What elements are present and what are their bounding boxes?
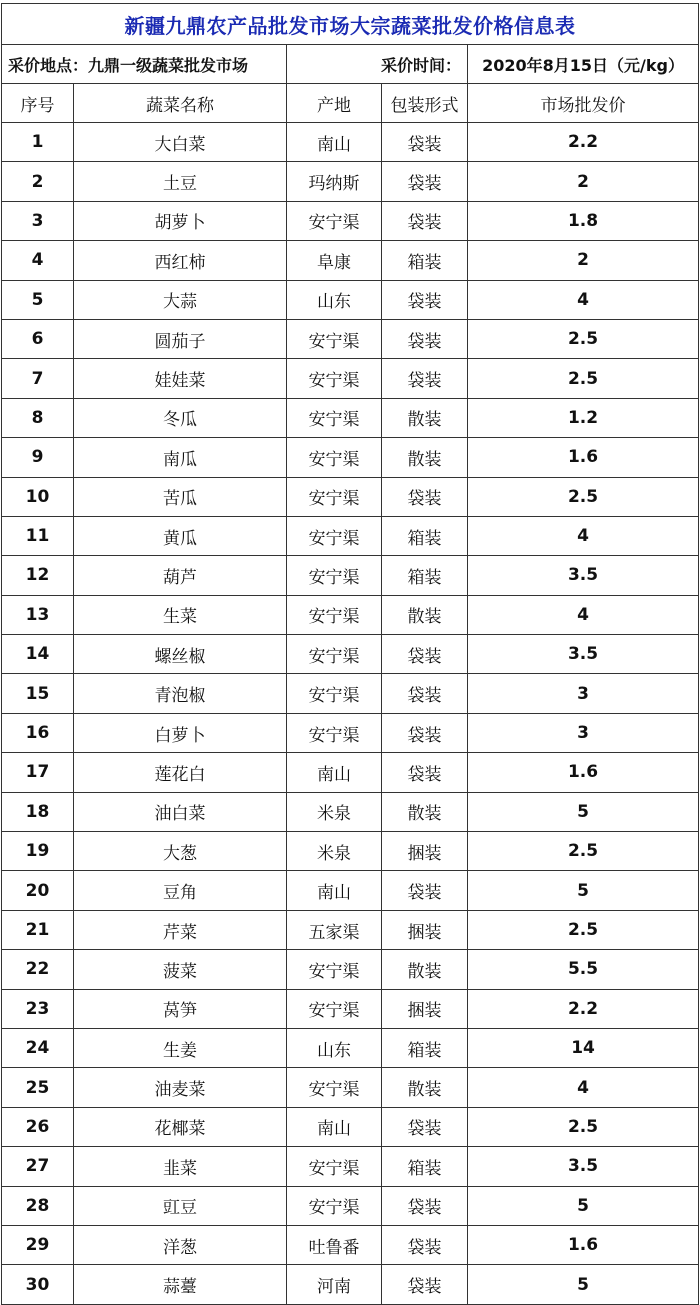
info-row (2, 45, 699, 84)
row-price: 1.2 (468, 398, 699, 437)
row-name: 青泡椒 (74, 674, 287, 713)
row-name: 油白菜 (74, 792, 287, 831)
row-origin: 安宁渠 (287, 359, 382, 398)
table-row (2, 438, 699, 477)
header-index: 序号 (2, 84, 74, 123)
row-index: 24 (2, 1028, 74, 1067)
row-name: 莴笋 (74, 989, 287, 1028)
row-index: 15 (2, 674, 74, 713)
table-row (2, 713, 699, 752)
row-origin: 安宁渠 (287, 1186, 382, 1225)
row-price: 4 (468, 516, 699, 555)
row-origin: 安宁渠 (287, 950, 382, 989)
row-price: 2.2 (468, 123, 699, 162)
row-price: 5 (468, 792, 699, 831)
row-name: 大白菜 (74, 123, 287, 162)
row-price: 3 (468, 713, 699, 752)
row-name: 螺丝椒 (74, 635, 287, 674)
row-origin: 安宁渠 (287, 319, 382, 358)
row-price: 2.5 (468, 832, 699, 871)
row-origin: 南山 (287, 1107, 382, 1146)
row-name: 生菜 (74, 595, 287, 634)
table-row (2, 1107, 699, 1146)
row-name: 花椰菜 (74, 1107, 287, 1146)
row-index: 2 (2, 162, 74, 201)
row-name: 油麦菜 (74, 1068, 287, 1107)
row-index: 5 (2, 280, 74, 319)
row-index: 30 (2, 1265, 74, 1304)
row-name: 葫芦 (74, 556, 287, 595)
row-index: 6 (2, 319, 74, 358)
row-name: 土豆 (74, 162, 287, 201)
row-origin: 安宁渠 (287, 556, 382, 595)
row-packaging: 袋装 (382, 359, 468, 398)
row-packaging: 捆装 (382, 989, 468, 1028)
row-origin: 南山 (287, 871, 382, 910)
row-name: 韭菜 (74, 1147, 287, 1186)
row-price: 1.6 (468, 1225, 699, 1264)
row-name: 圆茄子 (74, 319, 287, 358)
row-index: 14 (2, 635, 74, 674)
row-price: 3.5 (468, 635, 699, 674)
price-table (1, 3, 699, 1305)
table-row (2, 1028, 699, 1067)
row-packaging: 袋装 (382, 123, 468, 162)
row-index: 7 (2, 359, 74, 398)
row-origin: 南山 (287, 123, 382, 162)
row-packaging: 袋装 (382, 753, 468, 792)
table-row (2, 950, 699, 989)
location-cell (2, 45, 287, 84)
table-row (2, 398, 699, 437)
row-origin: 安宁渠 (287, 438, 382, 477)
row-index: 22 (2, 950, 74, 989)
row-name: 苦瓜 (74, 477, 287, 516)
row-price: 2 (468, 241, 699, 280)
row-packaging: 袋装 (382, 319, 468, 358)
row-packaging: 散装 (382, 438, 468, 477)
table-row (2, 359, 699, 398)
row-index: 25 (2, 1068, 74, 1107)
row-price: 4 (468, 595, 699, 634)
row-origin: 玛纳斯 (287, 162, 382, 201)
row-origin: 安宁渠 (287, 477, 382, 516)
row-packaging: 袋装 (382, 674, 468, 713)
table-row (2, 1147, 699, 1186)
row-origin: 吐鲁番 (287, 1225, 382, 1264)
row-origin: 米泉 (287, 832, 382, 871)
row-price: 2.5 (468, 319, 699, 358)
row-index: 9 (2, 438, 74, 477)
row-price: 3 (468, 674, 699, 713)
table-row (2, 241, 699, 280)
row-origin: 阜康 (287, 241, 382, 280)
row-index: 23 (2, 989, 74, 1028)
row-origin: 安宁渠 (287, 1147, 382, 1186)
row-origin: 安宁渠 (287, 635, 382, 674)
price-sheet (1, 3, 698, 1305)
row-index: 4 (2, 241, 74, 280)
row-origin: 安宁渠 (287, 713, 382, 752)
header-origin: 产地 (287, 84, 382, 123)
row-packaging: 箱装 (382, 516, 468, 555)
row-packaging: 捆装 (382, 832, 468, 871)
row-name: 胡萝卜 (74, 201, 287, 240)
row-price: 1.6 (468, 753, 699, 792)
table-title: 新疆九鼎农产品批发市场大宗蔬菜批发价格信息表 (2, 4, 699, 45)
row-packaging: 袋装 (382, 1186, 468, 1225)
row-price: 2 (468, 162, 699, 201)
row-index: 20 (2, 871, 74, 910)
row-name: 黄瓜 (74, 516, 287, 555)
row-index: 3 (2, 201, 74, 240)
table-row (2, 910, 699, 949)
row-origin: 安宁渠 (287, 1068, 382, 1107)
row-packaging: 箱装 (382, 556, 468, 595)
row-name: 洋葱 (74, 1225, 287, 1264)
table-row (2, 989, 699, 1028)
location-label: 采价地点： (8, 55, 89, 75)
table-row (2, 1068, 699, 1107)
table-row (2, 319, 699, 358)
row-packaging: 袋装 (382, 280, 468, 319)
row-packaging: 袋装 (382, 635, 468, 674)
row-index: 18 (2, 792, 74, 831)
row-name: 菠菜 (74, 950, 287, 989)
time-value: 2020年8月15日（元/kg） (468, 45, 699, 84)
time-label: 采价时间： (287, 45, 468, 84)
row-price: 2.2 (468, 989, 699, 1028)
row-index: 12 (2, 556, 74, 595)
row-price: 1.6 (468, 438, 699, 477)
row-price: 4 (468, 1068, 699, 1107)
row-price: 4 (468, 280, 699, 319)
row-packaging: 散装 (382, 398, 468, 437)
row-price: 2.5 (468, 359, 699, 398)
table-row (2, 516, 699, 555)
row-packaging: 袋装 (382, 713, 468, 752)
row-origin: 山东 (287, 280, 382, 319)
row-index: 26 (2, 1107, 74, 1146)
row-packaging: 袋装 (382, 162, 468, 201)
header-row (2, 84, 699, 123)
row-price: 2.5 (468, 477, 699, 516)
row-name: 豇豆 (74, 1186, 287, 1225)
row-packaging: 袋装 (382, 201, 468, 240)
row-origin: 河南 (287, 1265, 382, 1304)
row-packaging: 散装 (382, 1068, 468, 1107)
row-packaging: 袋装 (382, 1107, 468, 1146)
row-index: 17 (2, 753, 74, 792)
row-origin: 安宁渠 (287, 201, 382, 240)
row-packaging: 捆装 (382, 910, 468, 949)
row-packaging: 箱装 (382, 241, 468, 280)
row-packaging: 袋装 (382, 1265, 468, 1304)
table-row (2, 556, 699, 595)
table-row (2, 753, 699, 792)
row-origin: 米泉 (287, 792, 382, 831)
row-index: 10 (2, 477, 74, 516)
row-name: 西红柿 (74, 241, 287, 280)
location-value: 九鼎一级蔬菜批发市场 (88, 55, 249, 75)
row-packaging: 散装 (382, 792, 468, 831)
row-index: 19 (2, 832, 74, 871)
row-packaging: 散装 (382, 595, 468, 634)
table-row (2, 162, 699, 201)
row-origin: 安宁渠 (287, 674, 382, 713)
row-origin: 安宁渠 (287, 516, 382, 555)
row-packaging: 袋装 (382, 477, 468, 516)
table-row (2, 1186, 699, 1225)
table-row (2, 792, 699, 831)
table-row (2, 280, 699, 319)
row-name: 莲花白 (74, 753, 287, 792)
table-row (2, 871, 699, 910)
row-index: 28 (2, 1186, 74, 1225)
row-index: 11 (2, 516, 74, 555)
table-row (2, 832, 699, 871)
row-origin: 南山 (287, 753, 382, 792)
row-origin: 安宁渠 (287, 595, 382, 634)
row-name: 豆角 (74, 871, 287, 910)
table-row (2, 123, 699, 162)
table-row (2, 477, 699, 516)
row-price: 3.5 (468, 1147, 699, 1186)
row-name: 蒜薹 (74, 1265, 287, 1304)
table-row (2, 201, 699, 240)
table-row (2, 595, 699, 634)
table-row (2, 635, 699, 674)
row-name: 冬瓜 (74, 398, 287, 437)
row-packaging: 散装 (382, 950, 468, 989)
row-packaging: 箱装 (382, 1147, 468, 1186)
row-price: 2.5 (468, 910, 699, 949)
row-packaging: 箱装 (382, 1028, 468, 1067)
row-origin: 安宁渠 (287, 398, 382, 437)
row-name: 大葱 (74, 832, 287, 871)
table-row (2, 1265, 699, 1304)
row-price: 14 (468, 1028, 699, 1067)
row-name: 南瓜 (74, 438, 287, 477)
row-index: 27 (2, 1147, 74, 1186)
header-name: 蔬菜名称 (74, 84, 287, 123)
header-price: 市场批发价 (468, 84, 699, 123)
row-index: 13 (2, 595, 74, 634)
row-price: 5.5 (468, 950, 699, 989)
row-name: 芹菜 (74, 910, 287, 949)
row-name: 生姜 (74, 1028, 287, 1067)
table-row (2, 674, 699, 713)
row-price: 5 (468, 1186, 699, 1225)
row-price: 1.8 (468, 201, 699, 240)
row-price: 3.5 (468, 556, 699, 595)
row-price: 5 (468, 871, 699, 910)
row-name: 大蒜 (74, 280, 287, 319)
row-origin: 五家渠 (287, 910, 382, 949)
row-price: 2.5 (468, 1107, 699, 1146)
row-packaging: 袋装 (382, 1225, 468, 1264)
row-name: 白萝卜 (74, 713, 287, 752)
header-packaging: 包装形式 (382, 84, 468, 123)
row-origin: 安宁渠 (287, 989, 382, 1028)
row-index: 8 (2, 398, 74, 437)
row-origin: 山东 (287, 1028, 382, 1067)
row-index: 21 (2, 910, 74, 949)
row-packaging: 袋装 (382, 871, 468, 910)
row-name: 娃娃菜 (74, 359, 287, 398)
table-row (2, 1225, 699, 1264)
row-price: 5 (468, 1265, 699, 1304)
row-index: 16 (2, 713, 74, 752)
row-index: 29 (2, 1225, 74, 1264)
row-index: 1 (2, 123, 74, 162)
